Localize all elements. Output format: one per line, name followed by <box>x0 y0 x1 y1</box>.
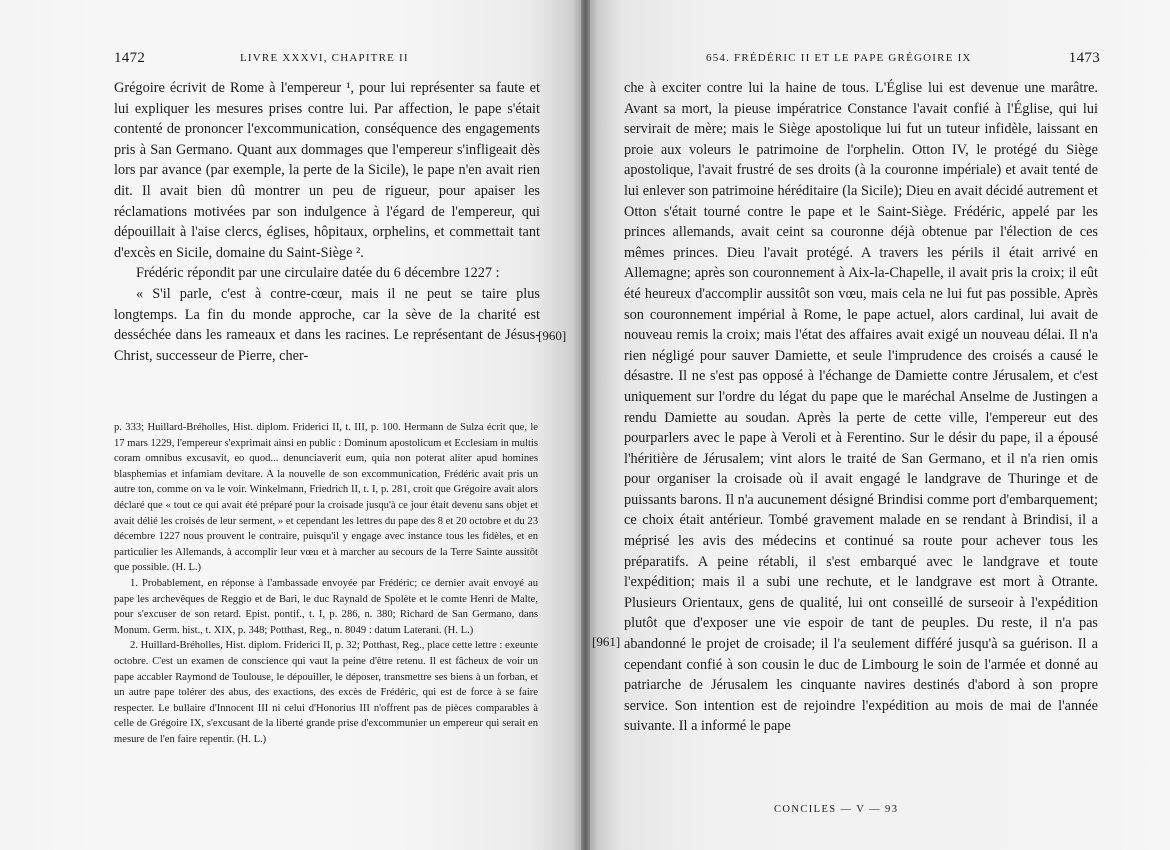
right-body-text <box>624 78 1098 737</box>
right-margin-reference: [961] <box>592 634 621 649</box>
footnote: 2. Huillard-Bréholles, Hist. diplom. Friderici II, p. 32; Potthast, Reg., place cette lettre : exeunte octobre. C'est un examen de conscience qui vaut la peine d'être retenu. Il est fâcheux de voir un pape accabler Raymond de Toulouse, le dépouiller, le déposer, transmettre ses biens à un forban, et un autre pape tolérer des abus, des exactions, des excès de Frédéric, qui est de force à se faire respecter. Le bullaire d'Innocent III ni celui d'Honorius III n'offrent pas de pièces comparables à celle de Grégoire IX, s'excusant de la liberté grande prise d'excommunier un empereur qui serait en mesure de l'en faire repentir. (H. L.) <box>114 640 538 745</box>
left-body-text <box>114 78 540 366</box>
left-paragraph: Grégoire écrivit de Rome à l'empereur ¹, pour lui représenter sa faute et lui expliquer les mesures prises contre lui. Par affection, le pape s'était contenté de prononcer l'excommunication, conséquence des engagements pris à San Germano. Quant aux dommages que l'empereur s'infligeait dès lors par avance (par exemple, la perte de la Sicile), le pape n'en avait rien dit. Il avait bien dû montrer un peu de rigueur, pour apaiser les réclamations motivées par son indulgence à l'égard de l'empereur, qui dépouillait à l'aise clercs, églises, hôpitaux, orphelins, et commettait tant d'excès en Sicile, domaine du Saint-Siège ². <box>114 80 540 261</box>
left-running-head: LIVRE XXXVI, CHAPITRE II <box>240 52 409 64</box>
footnote: p. 333; Huillard-Bréholles, Hist. diplom. Friderici II, t. III, p. 100. Hermann de Sulza écrit que, le 17 mars 1229, l'empereur s'exprimait ainsi en public : Dominum apostolicum et Ecclesiam in multis coram omnibus excusavit, eo quod... denunciaverit eum, quia non poterat aliter apud homines blasphemias et infamiam devitare. A la nouvelle de son excommunication, Frédéric avait pris un autre ton, comme on va le voir. Winkelmann, Friedrich II, t. I, p. 281, croit que Grégoire avait alors déclaré que « tout ce qui avait été préparé pour la croisade jusqu'à ce jour était devenu sans objet et avait délié les croisés de leur serment, » et cependant les lettres du pape des 8 et 20 octobre et du 23 décembre 1227 nous prouvent le contraire, puisqu'il y engage avec instance tous les fidèles, et en particulier les Allemands, à accomplir leur vœu et à marcher au secours de la Terre Sainte aussitôt que possible. (H. L.) <box>114 422 538 574</box>
right-running-head: 654. FRÉDÉRIC II ET LE PAPE GRÉGOIRE IX <box>706 52 972 64</box>
right-page-footer: CONCILES — V — 93 <box>774 804 899 815</box>
book-gutter <box>581 0 590 850</box>
left-margin-reference: [960] <box>538 328 567 343</box>
left-paragraph: Frédéric répondit par une circulaire datée du 6 décembre 1227 : <box>136 265 500 282</box>
footnote: 1. Probablement, en réponse à l'ambassade envoyée par Frédéric; ce dernier avait envoyé au pape les archevêques de Reggio et de Bari, le duc Raynald de Spolète et le comte Henri de Malte, pour s'excuser de son retard. Epist. pontif., t. I, p. 286, n. 380; Richard de San Germano, dans Monum. Germ. hist., t. XIX, p. 348; Potthast, Reg., n. 8049 : datum Laterani. (H. L.) <box>114 577 538 636</box>
left-paragraph: « S'il parle, c'est à contre-cœur, mais il ne peut se taire plus longtemps. La fin du monde approche, car la sève de la charité est desséchée dans les rameaux et dans les racines. Le représentant de Jésus-Christ, successeur de Pierre, cher- <box>114 285 540 364</box>
right-paragraph: che à exciter contre lui la haine de tous. L'Église lui est devenue une marâtre. Avant sa mort, la pieuse impératrice Constance l'avait confié à l'Église, qui lui servirait de mère; mais le Siège apostolique lui fut un tuteur infidèle, laissant en proie aux voleurs le patrimoine de l'orphelin. Otton IV, le protégé du Siège apostolique, l'avait frustré de ses droits (à la couronne impériale) et avait tenté de lui enlever son patrimoine héréditaire (la Sicile); Dieu en avait décidé autrement et Otton s'était tourné contre le pape et le Saint-Siège. Frédéric, appelé par les princes allemands, avait ceint sa couronne déjà obtenue par l'élection de ces mêmes princes. Dieu l'avait protégé. A travers les périls il était arrivé en Allemagne; après son couronnement à Aix-la-Chapelle, il avait pris la croix; il eût été heureux d'accomplir aussitôt son vœu, mais cela ne lui fut pas possible. Après son couronnement impérial à Rome, le pape actuel, alors cardinal, lui avait de nouveau remis la croix; mais l'état des affaires avait exigé un nouveau délai. Il n'a rien négligé pour sauver Damiette, et seule l'imprudence des croisés a causé le désastre. Il ne s'est pas opposé à l'échange de Damiette contre Jérusalem, et c'est uniquement sur l'ordre du légat du pape que le maréchal Anselme de Justingen a rendu Damiette au soudan. Après la perte de cette ville, l'empereur eut des pourparlers avec le pape à Veroli et à Ferentino. Sur le désir du pape, il a épousé l'héritière de Jérusalem; vint alors le traité de San Germano, et il n'a rien omis pour organiser la croisade où il avait engagé le landgrave de Thuringe et de puissants barons. Il n'a aucunement désigné Brindisi comme port d'embarquement; ce choix était antérieur. Tombé gravement malade en se rendant à Brindisi, il a méprisé les avis des médecins et continué sa route pour achever tous les préparatifs. A peine rétabli, il s'est embarqué avec le landgrave et toute l'expédition; mais il a subi une rechute, et le landgrave est mort à Otrante. Plusieurs Orientaux, gens de qualité, lui ont conseillé de surseoir à l'expédition plutôt que d'exposer une vie espoir de tant de peuples. Du reste, il n'a pas abandonné le projet de croisade; il l'a seulement différé jusqu'à sa guérison. Il a cependant confié à son cousin le duc de Limbourg le soin de l'armée et donné au patriarche de Jérusalem les cinquante navires destinés d'abord à son propre service. Son intention est de rejoindre l'expédition au mois de mai de l'année suivante. Il a informé le pape <box>624 80 1098 735</box>
right-page-number: 1473 <box>1068 50 1100 66</box>
right-page <box>586 0 1170 850</box>
left-page-number: 1472 <box>114 50 146 66</box>
left-footnotes <box>114 420 538 747</box>
